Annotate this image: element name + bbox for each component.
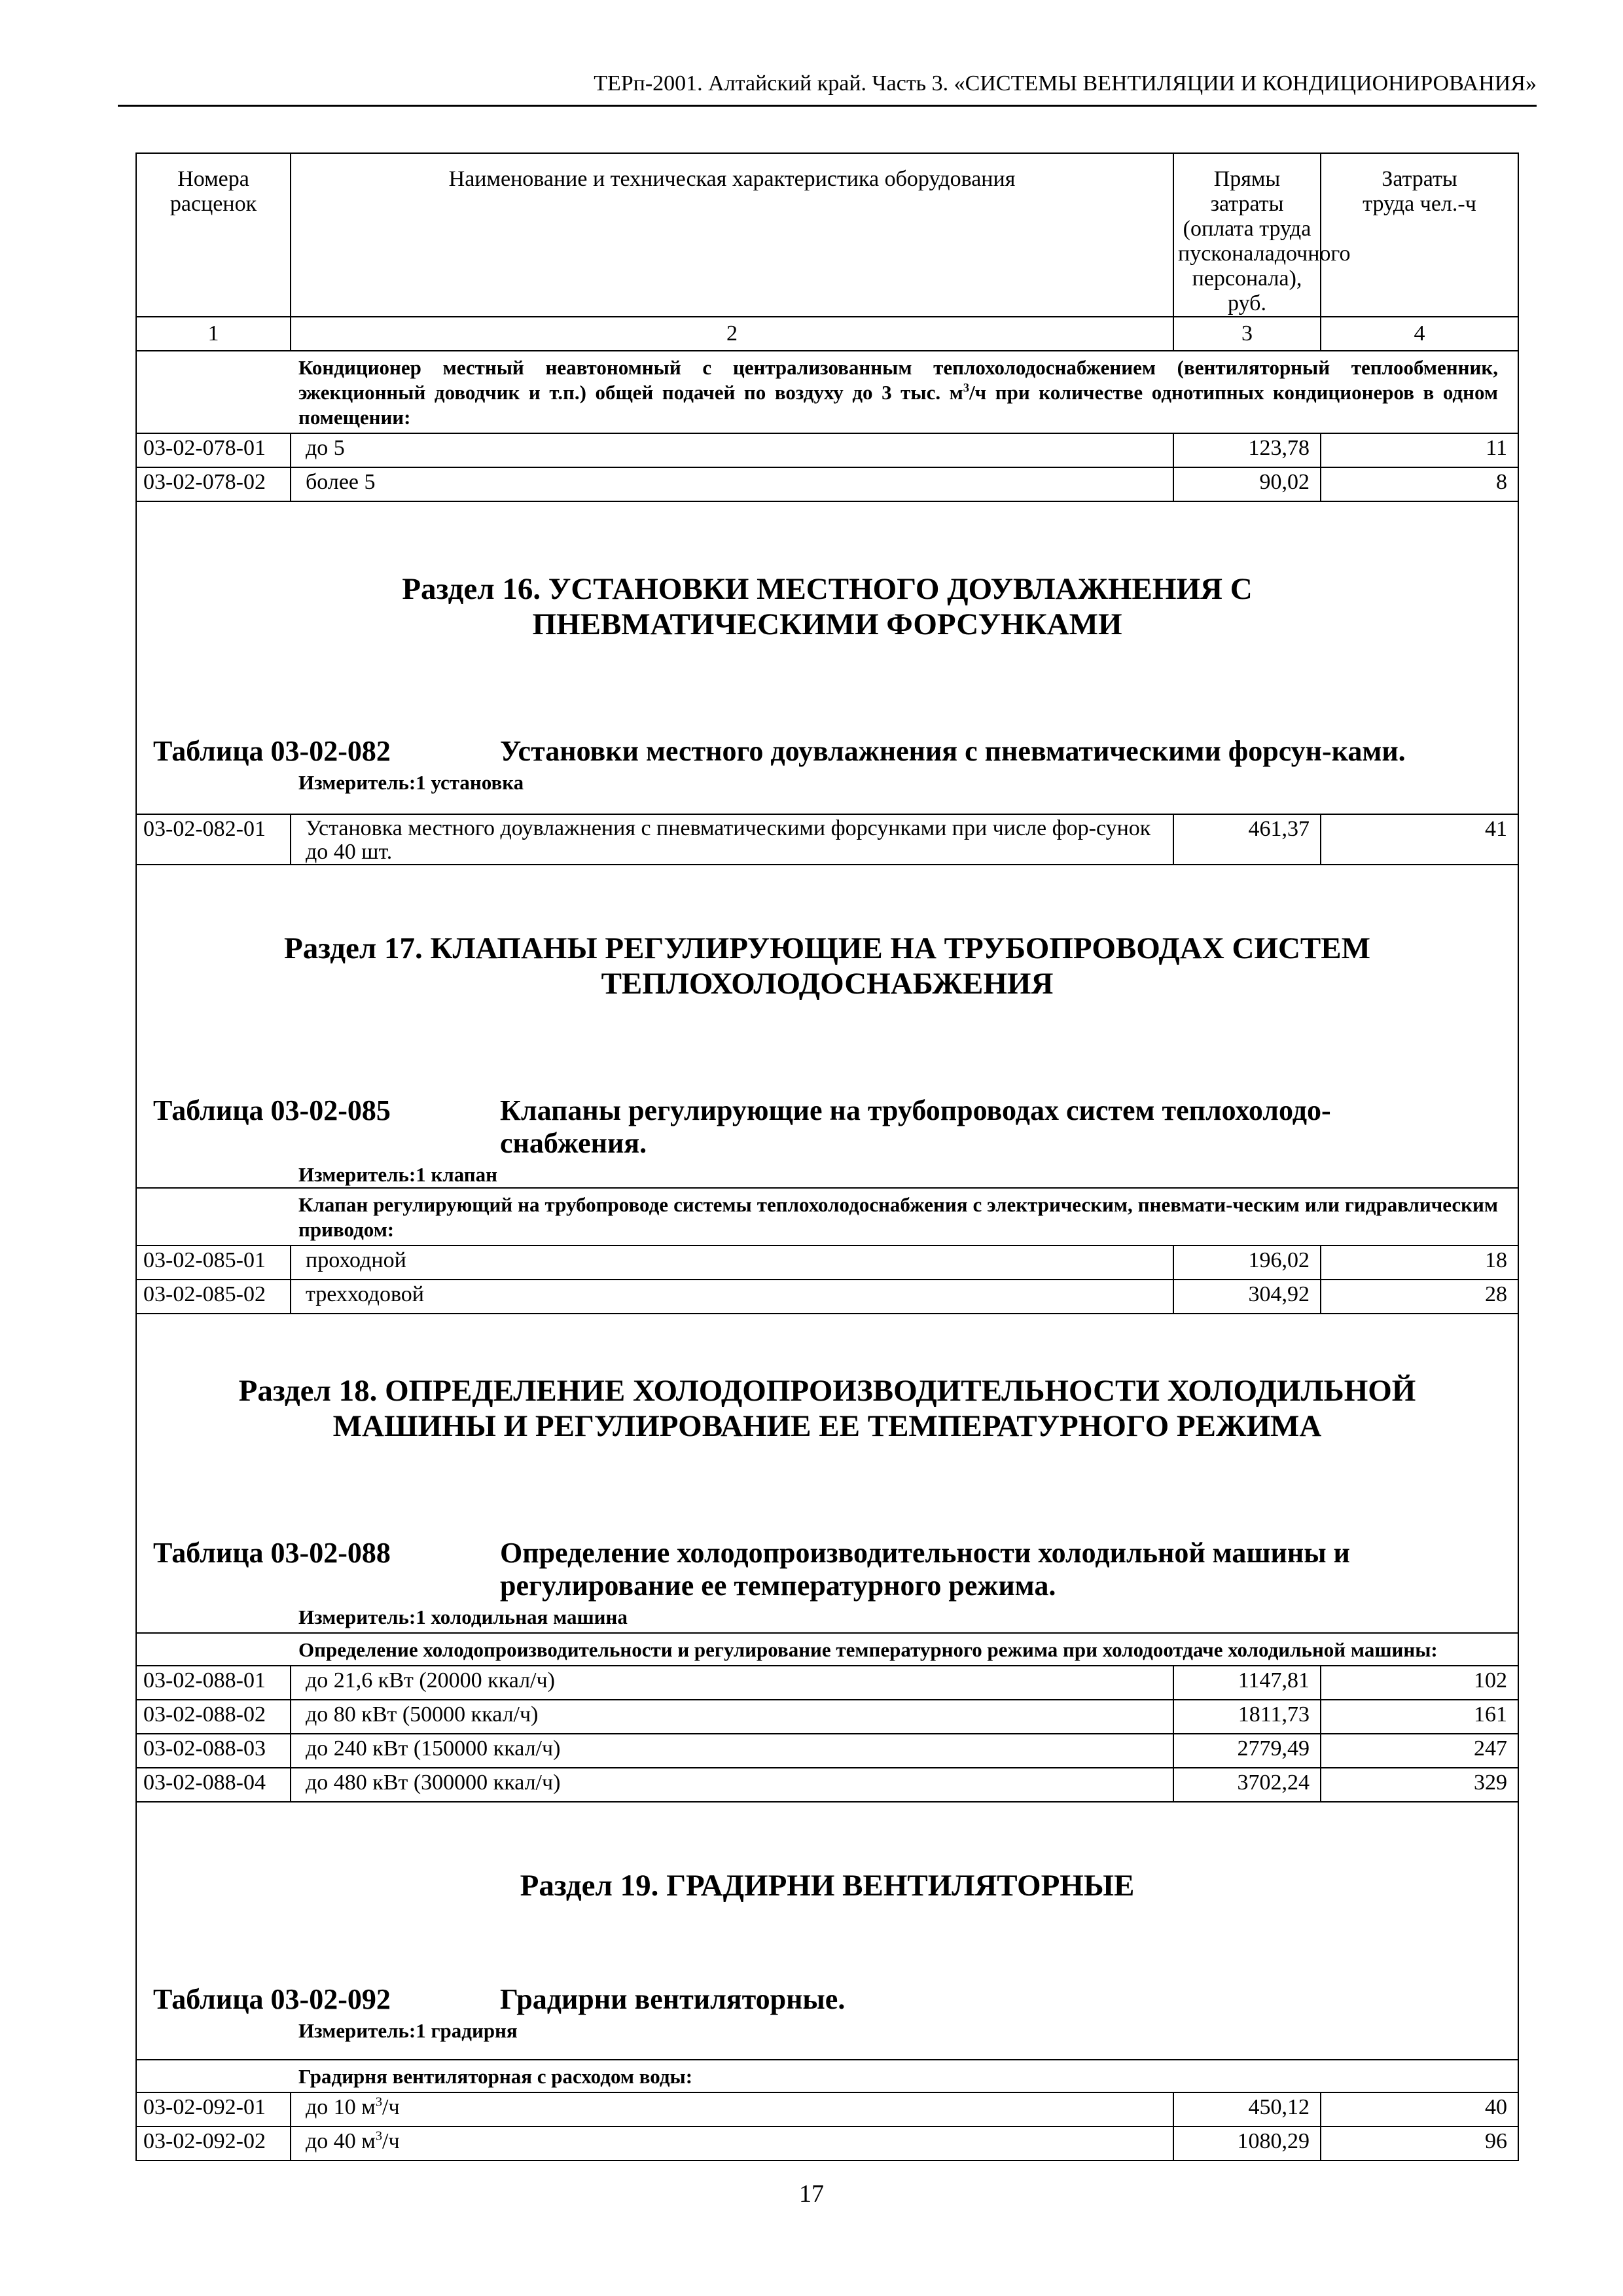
rate-cost: 3702,24	[1173, 1768, 1321, 1802]
rate-code: 03-02-088-03	[136, 1734, 291, 1768]
section-title	[137, 1868, 1518, 1903]
rate-labor: 329	[1321, 1768, 1518, 1802]
rate-labor: 161	[1321, 1700, 1518, 1734]
table-row	[136, 433, 1518, 467]
section-title-line: Раздел 16. УСТАНОВКИ МЕСТНОГО ДОУВЛАЖНЕНИЯ С	[402, 572, 1253, 606]
col-index-3: 3	[1173, 317, 1321, 351]
superscript: 3	[375, 2094, 383, 2109]
section-row	[136, 1314, 1518, 1633]
table-title: Установки местного доувлажнения с пневматическими форсун-ками.	[500, 735, 1406, 767]
rate-name	[291, 2092, 1173, 2126]
meter-unit: Измеритель:1 клапан	[298, 1163, 498, 1186]
rate-name: до 21,6 кВт (20000 ккал/ч)	[291, 1666, 1173, 1700]
rate-code: 03-02-078-01	[136, 433, 291, 467]
table-row	[136, 1280, 1518, 1314]
table-title: Градирни вентиляторные.	[500, 1983, 846, 2015]
col-header-labor: Затраты труда чел.-ч	[1321, 153, 1518, 317]
rate-labor: 96	[1321, 2126, 1518, 2161]
section-title-line: ПНЕВМАТИЧЕСКИМИ ФОРСУНКАМИ	[532, 607, 1122, 641]
section-17	[136, 865, 1518, 1188]
page-number: 17	[799, 2180, 824, 2208]
rate-code: 03-02-088-01	[136, 1666, 291, 1700]
table-row	[136, 814, 1518, 865]
rate-cost: 90,02	[1173, 467, 1321, 501]
table-header-row	[136, 153, 1518, 317]
superscript: 3	[375, 2128, 383, 2144]
rate-cost: 1080,29	[1173, 2126, 1321, 2161]
rates-table	[135, 152, 1519, 2161]
rate-code: 03-02-088-04	[136, 1768, 291, 1802]
rate-code: 03-02-078-02	[136, 467, 291, 501]
group-tower: Градирня вентиляторная с расходом воды:	[136, 2060, 1518, 2092]
section-title-line: Раздел 19. ГРАДИРНИ ВЕНТИЛЯТОРНЫЕ	[520, 1869, 1135, 1903]
header-rule	[118, 105, 1537, 107]
group-row	[136, 2060, 1518, 2092]
rate-name: до 240 кВт (150000 ккал/ч)	[291, 1734, 1173, 1768]
section-title-line: ТЕПЛОХОЛОДОСНАБЖЕНИЯ	[601, 967, 1054, 1001]
rate-cost: 196,02	[1173, 1246, 1321, 1280]
group-conditioner	[136, 351, 1518, 433]
rate-name: до 80 кВт (50000 ккал/ч)	[291, 1700, 1173, 1734]
table-id: Таблица 03-02-082	[153, 735, 391, 767]
table-caption	[137, 1983, 1518, 2016]
rate-cost: 304,92	[1173, 1280, 1321, 1314]
group-row	[136, 1188, 1518, 1246]
section-19	[136, 1802, 1518, 2060]
table-caption	[137, 1537, 1518, 1602]
table-id: Таблица 03-02-092	[153, 1983, 391, 2015]
rate-code: 03-02-092-02	[136, 2126, 291, 2161]
col-header-name: Наименование и техническая характеристика оборудования	[291, 153, 1173, 317]
table-row	[136, 467, 1518, 501]
rate-cost: 1811,73	[1173, 1700, 1321, 1734]
rate-labor: 102	[1321, 1666, 1518, 1700]
col-index-2: 2	[291, 317, 1173, 351]
rate-cost: 123,78	[1173, 433, 1321, 467]
rate-name: Установка местного доувлажнения с пневматическими форсунками при числе фор-сунок до 40 шт.	[291, 814, 1173, 865]
section-18	[136, 1314, 1518, 1633]
col-index-4: 4	[1321, 317, 1518, 351]
rate-name: до 5	[291, 433, 1173, 467]
group-text: Кондиционер местный неавтономный с централизованным теплохолодоснабжением (вентиляторный теплообменник, эжекционный доводчик и т.п.) общей подачей по воздуху до 3 тыс. м	[298, 356, 1498, 404]
table-row	[136, 1734, 1518, 1768]
running-header: ТЕРп-2001. Алтайский край. Часть 3. «СИСТЕМЫ ВЕНТИЛЯЦИИ И КОНДИЦИОНИРОВАНИЯ»	[594, 71, 1537, 96]
table-row	[136, 1768, 1518, 1802]
section-title	[137, 1373, 1518, 1444]
rate-name	[291, 2126, 1173, 2161]
table-title: Определение холодопроизводительности холодильной машины и регулирование ее температурного режима.	[500, 1537, 1350, 1602]
rate-cost: 450,12	[1173, 2092, 1321, 2126]
rate-name-text: до 40 м	[306, 2129, 376, 2153]
section-row	[136, 865, 1518, 1188]
rate-code: 03-02-085-01	[136, 1246, 291, 1280]
group-row	[136, 1633, 1518, 1666]
table-caption	[137, 1094, 1518, 1160]
table-id: Таблица 03-02-088	[153, 1537, 391, 1569]
table-title: Клапаны регулирующие на трубопроводах систем теплохолодо-снабжения.	[500, 1094, 1331, 1159]
rate-labor: 28	[1321, 1280, 1518, 1314]
rate-labor: 8	[1321, 467, 1518, 501]
table-id: Таблица 03-02-085	[153, 1094, 391, 1126]
table-row	[136, 1666, 1518, 1700]
meter-unit: Измеритель:1 холодильная машина	[298, 1605, 628, 1628]
rate-name: трехходовой	[291, 1280, 1173, 1314]
rate-name-unit: /ч	[382, 2129, 400, 2153]
rate-name: проходной	[291, 1246, 1173, 1280]
table-row	[136, 1700, 1518, 1734]
table-row	[136, 1246, 1518, 1280]
section-row	[136, 1802, 1518, 2060]
rate-labor: 18	[1321, 1246, 1518, 1280]
superscript: 3	[963, 381, 970, 395]
section-title-line: Раздел 17. КЛАПАНЫ РЕГУЛИРУЮЩИЕ НА ТРУБОПРОВОДАХ СИСТЕМ	[284, 931, 1370, 965]
table-caption	[137, 735, 1518, 768]
group-text-tail: /ч при количестве однотипных кондиционеров в одном помещении:	[298, 381, 1498, 429]
rate-name-unit: /ч	[382, 2095, 400, 2119]
col-header-codes: Номера расценок	[136, 153, 291, 317]
rate-code: 03-02-082-01	[136, 814, 291, 865]
rate-labor: 40	[1321, 2092, 1518, 2126]
rate-code: 03-02-088-02	[136, 1700, 291, 1734]
col-header-cost: Прямы затраты (оплата труда пусконаладочного персонала), руб.	[1173, 153, 1321, 317]
section-16	[136, 501, 1518, 814]
rate-name: до 480 кВт (300000 ккал/ч)	[291, 1768, 1173, 1802]
rate-code: 03-02-085-02	[136, 1280, 291, 1314]
rate-labor: 247	[1321, 1734, 1518, 1768]
table-row	[136, 2126, 1518, 2161]
rate-name: более 5	[291, 467, 1173, 501]
section-title-line: Раздел 18. ОПРЕДЕЛЕНИЕ ХОЛОДОПРОИЗВОДИТЕЛЬНОСТИ ХОЛОДИЛЬНОЙ	[238, 1374, 1416, 1408]
section-row	[136, 501, 1518, 814]
group-row	[136, 351, 1518, 433]
section-title-line: МАШИНЫ И РЕГУЛИРОВАНИЕ ЕЕ ТЕМПЕРАТУРНОГО РЕЖИМА	[332, 1409, 1322, 1443]
section-title	[137, 931, 1518, 1001]
rate-labor: 41	[1321, 814, 1518, 865]
meter-unit: Измеритель:1 градирня	[298, 2019, 518, 2042]
group-valve: Клапан регулирующий на трубопроводе системы теплохолодоснабжения с электрическим, пневмати-ческим или гидравлическим приводом:	[136, 1188, 1518, 1246]
rate-labor: 11	[1321, 433, 1518, 467]
col-index-1: 1	[136, 317, 291, 351]
group-cooling: Определение холодопроизводительности и регулирование температурного режима при холодоотдаче холодильной машины:	[136, 1633, 1518, 1666]
section-title	[137, 571, 1518, 642]
meter-unit: Измеритель:1 установка	[298, 771, 524, 794]
rate-cost: 461,37	[1173, 814, 1321, 865]
rate-cost: 1147,81	[1173, 1666, 1321, 1700]
rate-name-text: до 10 м	[306, 2095, 376, 2119]
rate-code: 03-02-092-01	[136, 2092, 291, 2126]
rate-cost: 2779,49	[1173, 1734, 1321, 1768]
table-row	[136, 2092, 1518, 2126]
table-index-row	[136, 317, 1518, 351]
